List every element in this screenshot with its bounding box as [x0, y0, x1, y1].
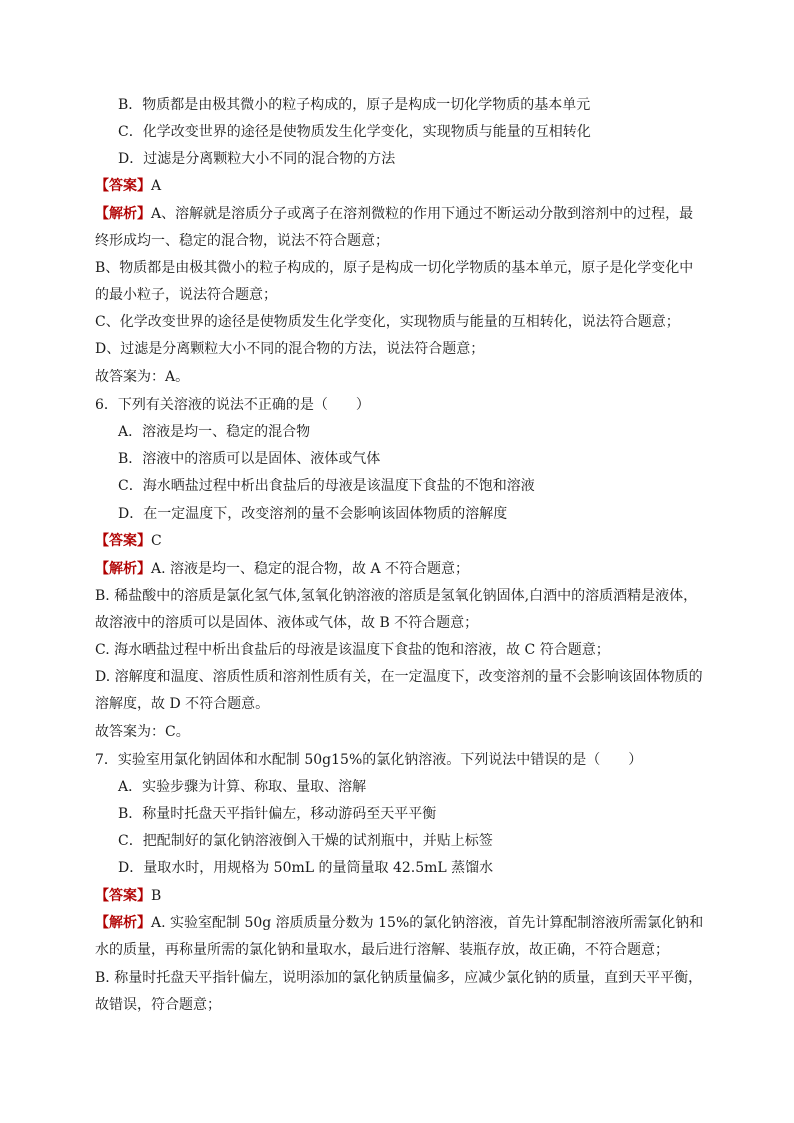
q5-analysis-line-6: D、过滤是分离颗粒大小不同的混合物的方法，说法符合题意； [95, 341, 485, 357]
q7-analysis-line-3: B. 称量时托盘天平指针偏左，说明添加的氯化钠质量偏多，应减少氯化钠的质量，直到天平平衡， [95, 970, 703, 986]
q5-option-c: C．化学改变世界的途径是使物质发生化学变化，实现物质与能量的互相转化 [118, 124, 591, 140]
q6-option-d: D．在一定温度下，改变溶剂的量不会影响该固体物质的溶解度 [118, 506, 508, 522]
q6-analysis-line-1 [95, 559, 469, 579]
q6-stem: 6．下列有关溶液的说法不正确的是（ ） [95, 397, 370, 413]
q6-option-c: C．海水晒盐过程中析出食盐后的母液是该温度下食盐的不饱和溶液 [118, 478, 535, 494]
q5-option-d: D．过滤是分离颗粒大小不同的混合物的方法 [118, 151, 396, 167]
q7-analysis-line-1 [95, 913, 703, 933]
analysis-text: A、溶解就是溶质分子或离子在溶剂微粒的作用下通过不断运动分散到溶剂中的过程，最 [151, 206, 694, 222]
q7-option-d: D．量取水时，用规格为 50mL 的量筒量取 42.5mL 蒸馏水 [118, 860, 494, 876]
q6-option-a: A．溶液是均一、稳定的混合物 [118, 424, 311, 440]
answer-value: C [151, 533, 162, 549]
answer-label: 【答案】 [95, 178, 151, 194]
answer-label: 【答案】 [95, 533, 151, 549]
q7-option-a: A．实验步骤为计算、称取、量取、溶解 [118, 779, 367, 795]
q5-analysis-line-2: 终形成均一、稳定的混合物，说法不符合题意； [95, 233, 389, 249]
q7-option-c: C．把配制好的氯化钠溶液倒入干燥的试剂瓶中，并贴上标签 [118, 833, 493, 849]
answer-value: B [151, 888, 162, 904]
q6-analysis-line-5: D. 溶解度和温度、溶质性质和溶剂性质有关，在一定温度下，改变溶剂的量不会影响该固体物质的 [95, 669, 703, 685]
q7-analysis-line-4: 故错误，符合题意； [95, 997, 221, 1013]
analysis-label: 【解析】 [95, 206, 151, 222]
q7-answer [95, 886, 161, 906]
q6-analysis-line-4: C. 海水晒盐过程中析出食盐后的母液是该温度下食盐的饱和溶液，故 C 符合题意； [95, 642, 610, 658]
analysis-text: A. 实验室配制 50g 溶质质量分数为 15%的氯化钠溶液，首先计算配制溶液所需氯化钠和 [151, 915, 704, 931]
q5-analysis-line-1 [95, 204, 693, 224]
q7-analysis-line-2: 水的质量，再称量所需的氯化钠和量取水，最后进行溶解、装瓶存放，故正确，不符合题意； [95, 942, 669, 958]
q5-analysis-line-3: B、物质都是由极其微小的粒子构成的，原子是构成一切化学物质的基本单元，原子是化学变化中 [95, 260, 694, 276]
analysis-text: A. 溶液是均一、稳定的混合物，故 A 不符合题意； [151, 561, 470, 577]
q7-stem: 7．实验室用氯化钠固体和水配制 50g15%的氯化钠溶液。下列说法中错误的是（ ） [95, 752, 643, 768]
q5-answer [95, 176, 161, 196]
q5-analysis-line-5: C、化学改变世界的途径是使物质发生化学变化，实现物质与能量的互相转化，说法符合题意； [95, 314, 680, 330]
q6-conclusion: 故答案为：C。 [95, 724, 190, 740]
answer-value: A [151, 178, 162, 194]
q6-analysis-line-6: 溶解度，故 D 不符合题意。 [95, 696, 270, 712]
q6-analysis-line-2: B. 稀盐酸中的溶质是氯化氢气体,氢氧化钠溶液的溶质是氢氧化钠固体,白酒中的溶质酒精是液体， [95, 588, 698, 604]
analysis-label: 【解析】 [95, 561, 151, 577]
q6-answer [95, 531, 162, 551]
q5-option-b: B．物质都是由极其微小的粒子构成的，原子是构成一切化学物质的基本单元 [118, 97, 591, 113]
q5-analysis-line-4: 的最小粒子，说法符合题意； [95, 287, 277, 303]
q6-option-b: B．溶液中的溶质可以是固体、液体或气体 [118, 451, 381, 467]
q7-option-b: B．称量时托盘天平指针偏左，移动游码至天平平衡 [118, 806, 437, 822]
analysis-label: 【解析】 [95, 915, 151, 931]
answer-label: 【答案】 [95, 888, 151, 904]
q5-conclusion: 故答案为：A。 [95, 369, 190, 385]
q6-analysis-line-3: 故溶液中的溶质可以是固体、液体或气体，故 B 不符合题意； [95, 615, 479, 631]
